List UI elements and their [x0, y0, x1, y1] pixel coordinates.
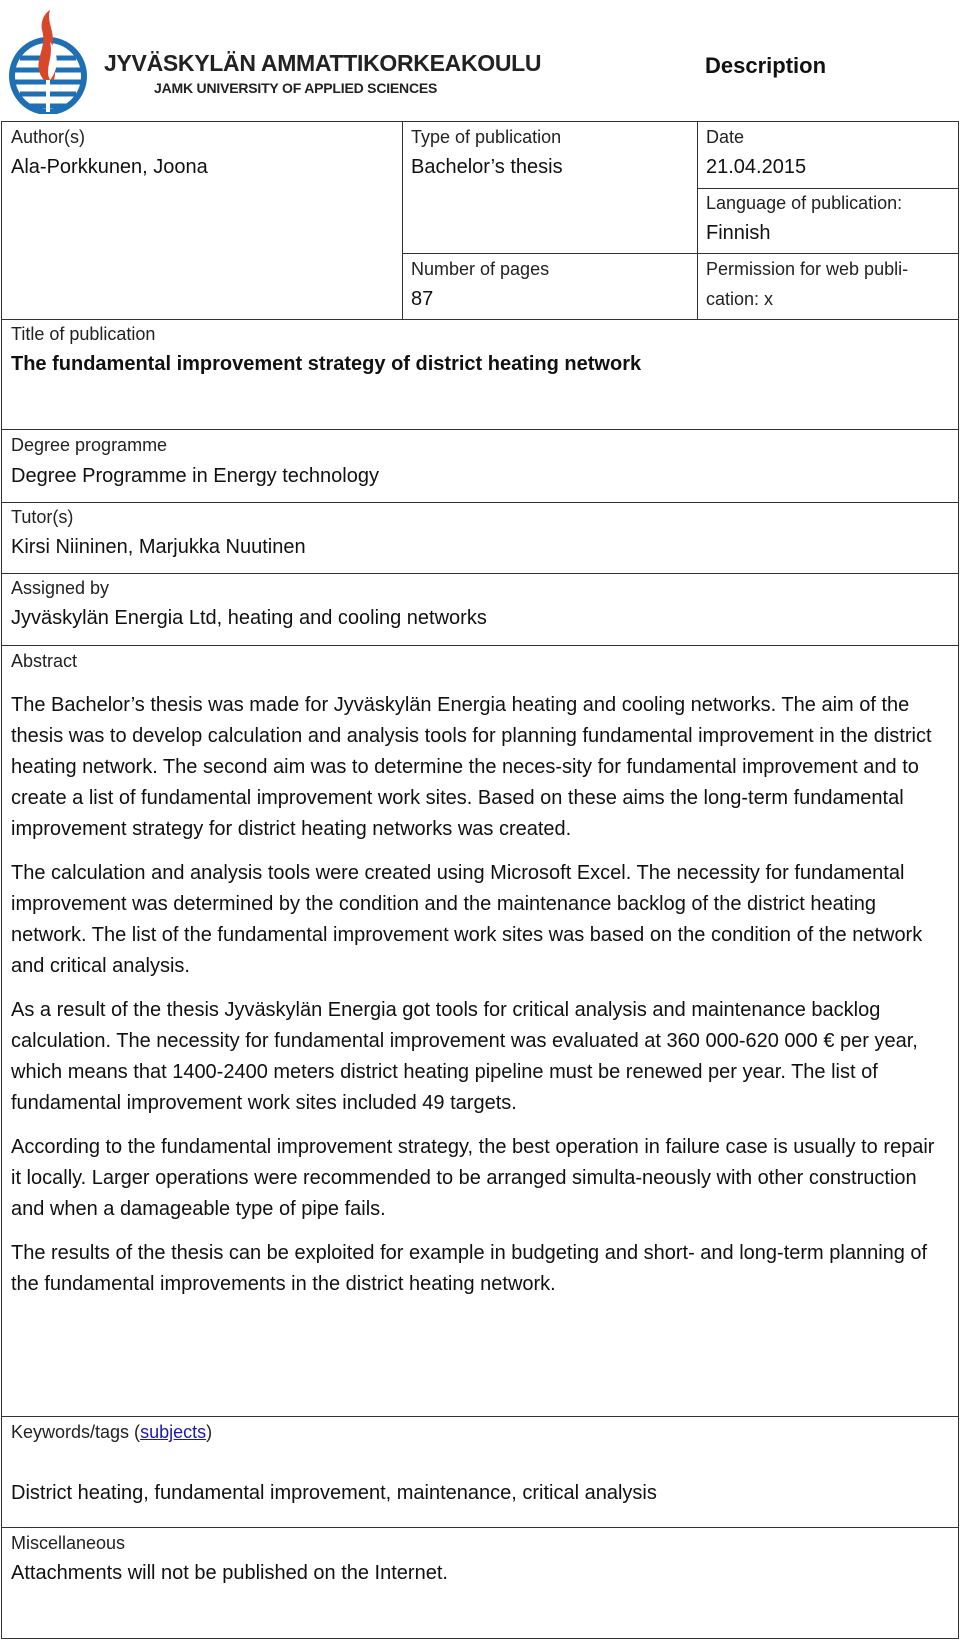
- divider: [402, 253, 959, 254]
- publication-type-label: Type of publication: [411, 127, 562, 147]
- pages-value: 87: [411, 288, 434, 310]
- tutors-value: Kirsi Niininen, Marjukka Nuutinen: [11, 536, 306, 558]
- abstract-paragraph: The results of the thesis can be exploited for example in budgeting and short- and long-term planning of the fundamental improvements in the district heating network.: [11, 1242, 928, 1295]
- abstract-body: [11, 690, 941, 1313]
- tutors-label: Tutor(s): [11, 507, 74, 527]
- divider: [402, 121, 403, 320]
- title-label: Title of publication: [11, 324, 156, 344]
- date-value: 21.04.2015: [706, 156, 807, 178]
- abstract-paragraph: The calculation and analysis tools were created using Microsoft Excel. The necessity for fundamental improvement was determined by the condition and the maintenance backlog of the district heating network. The list of the fundamental improvement work sites was based on the condition of the network and critical analysis.: [11, 862, 923, 977]
- abstract-paragraph: According to the fundamental improvement strategy, the best operation in failure case is usually to repair it locally. Larger operations were recommended to be arranged simulta-neously with other construction and when a damageable type of pipe fails.: [11, 1136, 935, 1220]
- degree-value: Degree Programme in Energy technology: [11, 465, 379, 487]
- subjects-link[interactable]: subjects: [140, 1422, 207, 1442]
- university-logo-icon: [8, 8, 90, 114]
- page-header: [0, 0, 960, 122]
- divider: [1, 573, 959, 574]
- divider: [1, 319, 959, 320]
- publication-type-value: Bachelor’s thesis: [411, 156, 563, 178]
- keywords-label-prefix: Keywords/tags (: [11, 1422, 141, 1442]
- misc-value: Attachments will not be published on the Internet.: [11, 1562, 448, 1584]
- divider: [1, 429, 959, 430]
- abstract-label: Abstract: [11, 651, 78, 671]
- language-label: Language of publication:: [706, 193, 903, 213]
- keywords-label-suffix: ): [206, 1422, 213, 1442]
- assigned-value: Jyväskylän Energia Ltd, heating and cooling networks: [11, 607, 487, 629]
- degree-label: Degree programme: [11, 435, 168, 455]
- divider: [697, 121, 698, 320]
- document-title: Description: [705, 53, 827, 78]
- language-value: Finnish: [706, 222, 771, 244]
- author-label: Author(s): [11, 127, 86, 147]
- assigned-label: Assigned by: [11, 578, 110, 598]
- org-name-english: JAMK UNIVERSITY OF APPLIED SCIENCES: [154, 80, 438, 96]
- publication-title: The fundamental improvement strategy of district heating network: [11, 353, 642, 375]
- abstract-paragraph: The Bachelor’s thesis was made for Jyväskylän Energia heating and cooling networks. The aim of the thesis was to develop calculation and analysis tools for planning fundamental improvement in the district heating network. The second aim was to determine the neces-sity for fundamental improvement and to create a list of fundamental improvement work sites. Based on these aims the long-term fundamental improvement strategy for district heating networks was created.: [11, 694, 932, 840]
- author-value: Ala-Porkkunen, Joona: [11, 156, 208, 178]
- divider: [1, 1527, 959, 1528]
- keywords-label: [11, 1422, 212, 1443]
- permission-label-line1: Permission for web publi-: [706, 259, 909, 279]
- permission-label-line2: cation: x: [706, 289, 774, 309]
- misc-label: Miscellaneous: [11, 1533, 126, 1553]
- pages-label: Number of pages: [411, 259, 550, 279]
- org-name: JYVÄSKYLÄN AMMATTIKORKEAKOULU: [104, 50, 542, 76]
- divider: [697, 188, 959, 189]
- keywords-value: District heating, fundamental improvement, maintenance, critical analysis: [11, 1482, 657, 1504]
- date-label: Date: [706, 127, 745, 147]
- divider: [1, 645, 959, 646]
- abstract-paragraph: As a result of the thesis Jyväskylän Energia got tools for critical analysis and maintenance backlog calculation. The necessity for fundamental improvement was evaluated at 360 000-620 000 € per year, which means that 1400-2400 meters district heating pipeline must be renewed per year. The list of fundamental improvement work sites included 49 targets.: [11, 999, 918, 1114]
- divider: [1, 1416, 959, 1417]
- divider: [1, 502, 959, 503]
